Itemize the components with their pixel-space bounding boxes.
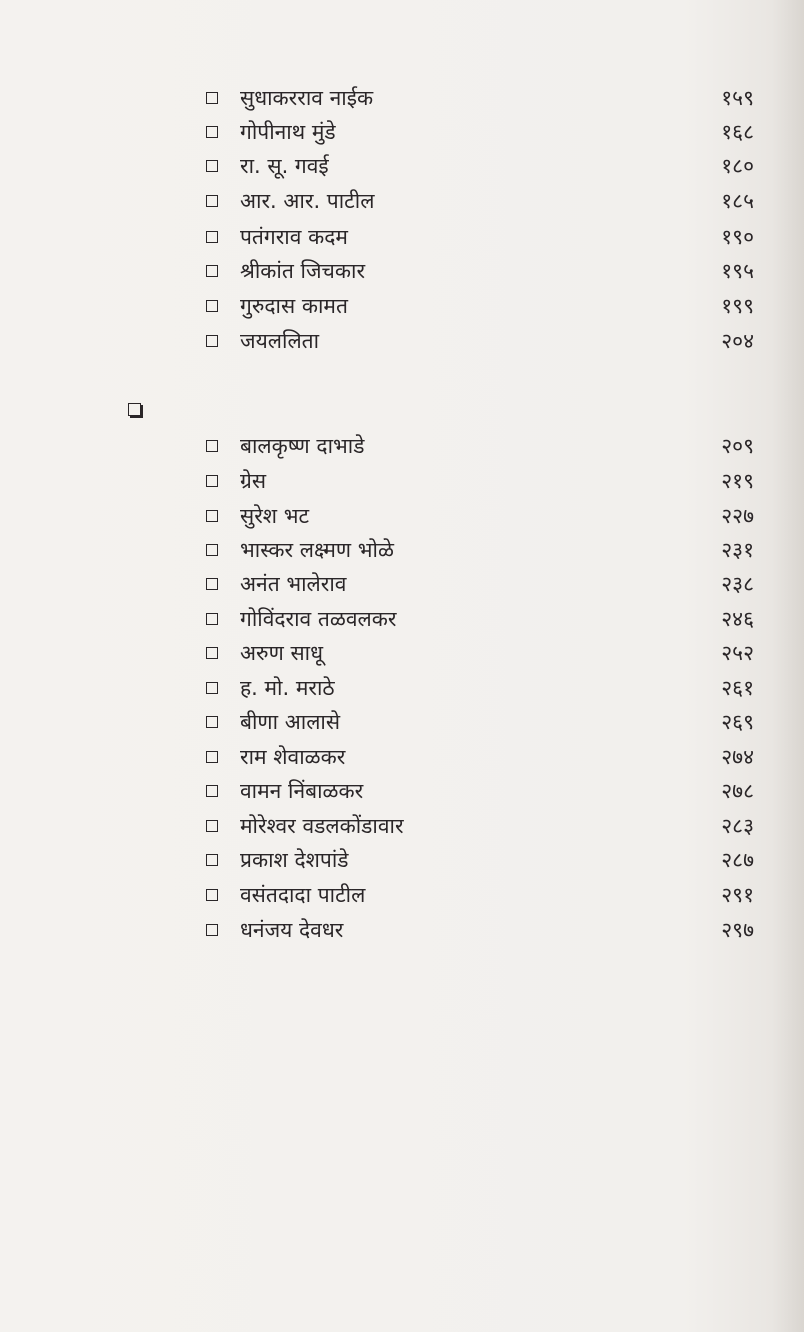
toc-entry: [206, 879, 754, 911]
checkbox-bullet-icon: [206, 440, 218, 452]
toc-entry: [206, 775, 754, 807]
entry-title: पतंगराव कदम: [240, 225, 348, 249]
checkbox-bullet-icon: [206, 265, 218, 277]
entry-title: गोपीनाथ मुंडे: [240, 120, 336, 144]
entry-page-number: २९७: [721, 918, 754, 942]
checkbox-bullet-icon: [206, 785, 218, 797]
checkbox-bullet-icon: [206, 820, 218, 832]
checkbox-bullet-icon: [206, 300, 218, 312]
toc-entry: [206, 430, 754, 462]
checkbox-bullet-icon: [206, 578, 218, 590]
entry-page-number: २०४: [721, 329, 754, 353]
entry-title: अरुण साधू: [240, 641, 324, 665]
checkbox-bullet-icon: [206, 716, 218, 728]
entry-title: बीणा आलासे: [240, 710, 341, 734]
toc-entry: [206, 637, 754, 669]
entry-title: धनंजय देवधर: [240, 918, 344, 942]
toc-entry: [206, 465, 754, 497]
checkbox-bullet-icon: [206, 889, 218, 901]
toc-entry: [206, 534, 754, 566]
toc-entry: [206, 82, 754, 114]
entry-page-number: १९९: [721, 294, 754, 318]
toc-entry: [206, 325, 754, 357]
toc-entry: [206, 810, 754, 842]
entry-title: वामन निंबाळकर: [240, 779, 364, 803]
checkbox-bullet-icon: [206, 126, 218, 138]
checkbox-bullet-icon: [206, 682, 218, 694]
entry-title: सुधाकरराव नाईक: [240, 86, 374, 110]
entry-page-number: २६९: [721, 710, 754, 734]
toc-entry: [206, 150, 754, 182]
entry-page-number: १८०: [721, 154, 754, 178]
checkbox-bullet-icon: [206, 854, 218, 866]
entry-title: प्रकाश देशपांडे: [240, 848, 349, 872]
entry-title: गोविंदराव तळवलकर: [240, 607, 397, 631]
entry-title: रा. सू. गवई: [240, 154, 329, 178]
checkbox-bullet-icon: [206, 751, 218, 763]
entry-page-number: १९५: [721, 259, 754, 283]
checkbox-bullet-icon: [206, 92, 218, 104]
entry-page-number: २८३: [721, 814, 754, 838]
entry-title: ग्रेस: [240, 469, 267, 493]
toc-entry: [206, 221, 754, 253]
entry-page-number: २४६: [721, 607, 754, 631]
checkbox-bullet-icon: [206, 160, 218, 172]
entry-page-number: २५२: [721, 641, 754, 665]
entry-title: अनंत भालेराव: [240, 572, 347, 596]
entry-page-number: २७४: [721, 745, 754, 769]
entry-page-number: २१९: [721, 469, 754, 493]
toc-entry: [206, 185, 754, 217]
entry-title: राम शेवाळकर: [240, 745, 346, 769]
toc-entry: [206, 500, 754, 532]
entry-title: भास्कर लक्ष्मण भोळे: [240, 538, 394, 562]
entry-page-number: २२७: [721, 504, 754, 528]
checkbox-bullet-icon: [206, 335, 218, 347]
entry-page-number: २०९: [721, 434, 754, 458]
toc-entry: [206, 741, 754, 773]
entry-title: आर. आर. पाटील: [240, 189, 375, 213]
checkbox-bullet-icon: [206, 924, 218, 936]
toc-entry: [206, 568, 754, 600]
entry-page-number: १८५: [721, 189, 754, 213]
entry-title: मोरेश्वर वडलकोंडावार: [240, 814, 404, 838]
checkbox-bullet-icon: [206, 510, 218, 522]
toc-entry: [206, 672, 754, 704]
toc-entry: [206, 116, 754, 148]
entry-page-number: १५९: [721, 86, 754, 110]
entry-title: श्रीकांत जिचकार: [240, 259, 366, 283]
entry-page-number: २८७: [721, 848, 754, 872]
entry-page-number: २६१: [721, 676, 754, 700]
toc-entry: [206, 844, 754, 876]
section-bullet-icon: [128, 403, 141, 416]
checkbox-bullet-icon: [206, 613, 218, 625]
toc-entry: [206, 914, 754, 946]
checkbox-bullet-icon: [206, 544, 218, 556]
entry-title: वसंतदादा पाटील: [240, 883, 366, 907]
checkbox-bullet-icon: [206, 195, 218, 207]
entry-page-number: २३१: [721, 538, 754, 562]
entry-page-number: २७८: [721, 779, 754, 803]
checkbox-bullet-icon: [206, 475, 218, 487]
entry-page-number: २३८: [721, 572, 754, 596]
entry-title: जयललिता: [240, 329, 320, 353]
entry-title: गुरुदास कामत: [240, 294, 348, 318]
checkbox-bullet-icon: [206, 231, 218, 243]
toc-entry: [206, 603, 754, 635]
toc-entry: [206, 255, 754, 287]
entry-title: सुरेश भट: [240, 504, 310, 528]
entry-page-number: १६८: [721, 120, 754, 144]
entry-title: बालकृष्ण दाभाडे: [240, 434, 365, 458]
toc-entry: [206, 290, 754, 322]
checkbox-bullet-icon: [206, 647, 218, 659]
toc-entry: [206, 706, 754, 738]
entry-page-number: २९१: [721, 883, 754, 907]
entry-title: ह. मो. मराठे: [240, 676, 335, 700]
entry-page-number: १९०: [721, 225, 754, 249]
